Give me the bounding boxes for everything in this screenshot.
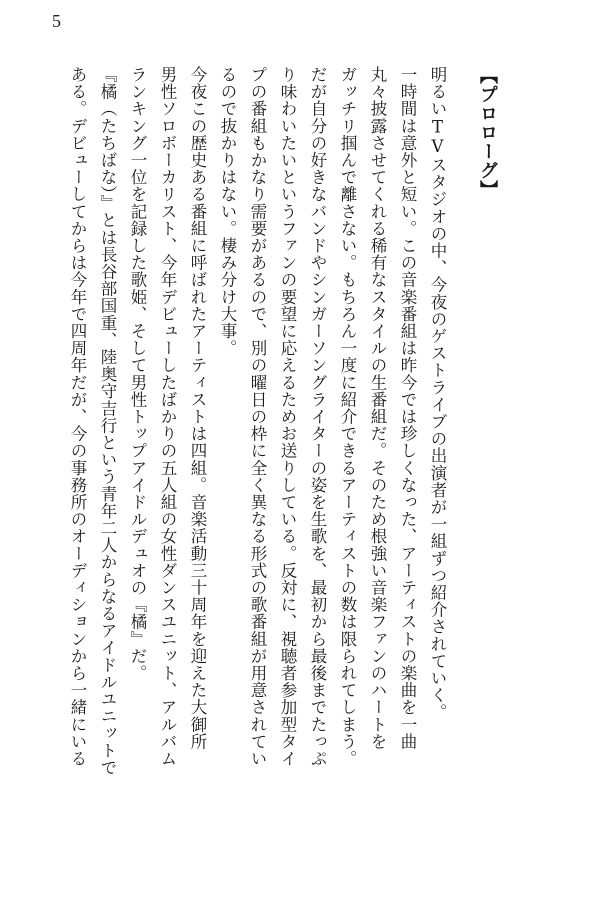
- text-line: ある。デビューしてからは今年で四周年だが、今の事務所のオーディションから一緒にいる: [68, 66, 87, 768]
- text-line: ガッチリ掴んで離さない。もちろん一度に紹介できるアーティストの数は限られてしまう。: [338, 66, 357, 768]
- text-line: るので抜かりはない。棲み分け大事。: [218, 66, 237, 357]
- text-line: だが自分の好きなバンドやシンガーソングライターの姿を生歌を、最初から最後までたっぷ: [308, 66, 327, 768]
- text-line: 明るいTVスタジオの中、今夜のゲストライブの出演者が一組ずつ紹介されていく。: [428, 66, 447, 721]
- chapter-heading: 【プロローグ】: [477, 66, 498, 199]
- text-line: プの番組もかなり需要があるので、別の曜日の枠に全く異なる形式の歌番組が用意されてい: [248, 66, 267, 768]
- text-line: 今夜この歴史ある番組に呼ばれたアーティストは四組。音楽活動三十周年を迎えた大御所: [188, 66, 207, 750]
- text-line: り味わいたいというファンの要望に応えるためお送りしている。反対に、視聴者参加型タイ: [278, 66, 297, 768]
- body-text: [62, 66, 502, 776]
- text-line: ランキング一位を記録した歌姫、そして男性トップアイドルデュオの『橘』だ。: [128, 66, 147, 682]
- page-number: 5: [52, 11, 61, 31]
- text-line: 『橘（たちばな）』とは長谷部国重、陸奥守吉行という青年二人からなるアイドルユニットで: [98, 66, 117, 776]
- text-line: 男性ソロボーカリスト、今年デビューしたばかりの五人組の女性ダンスユニット、アルバム: [158, 66, 177, 768]
- text-line: 一時間は意外と短い。この音楽番組は昨今では珍しくなった、アーティストの楽曲を一曲: [398, 66, 417, 750]
- text-line: 丸々披露させてくれる稀有なスタイルの生番組だ。そのため根強い音楽ファンのハートを: [368, 66, 387, 750]
